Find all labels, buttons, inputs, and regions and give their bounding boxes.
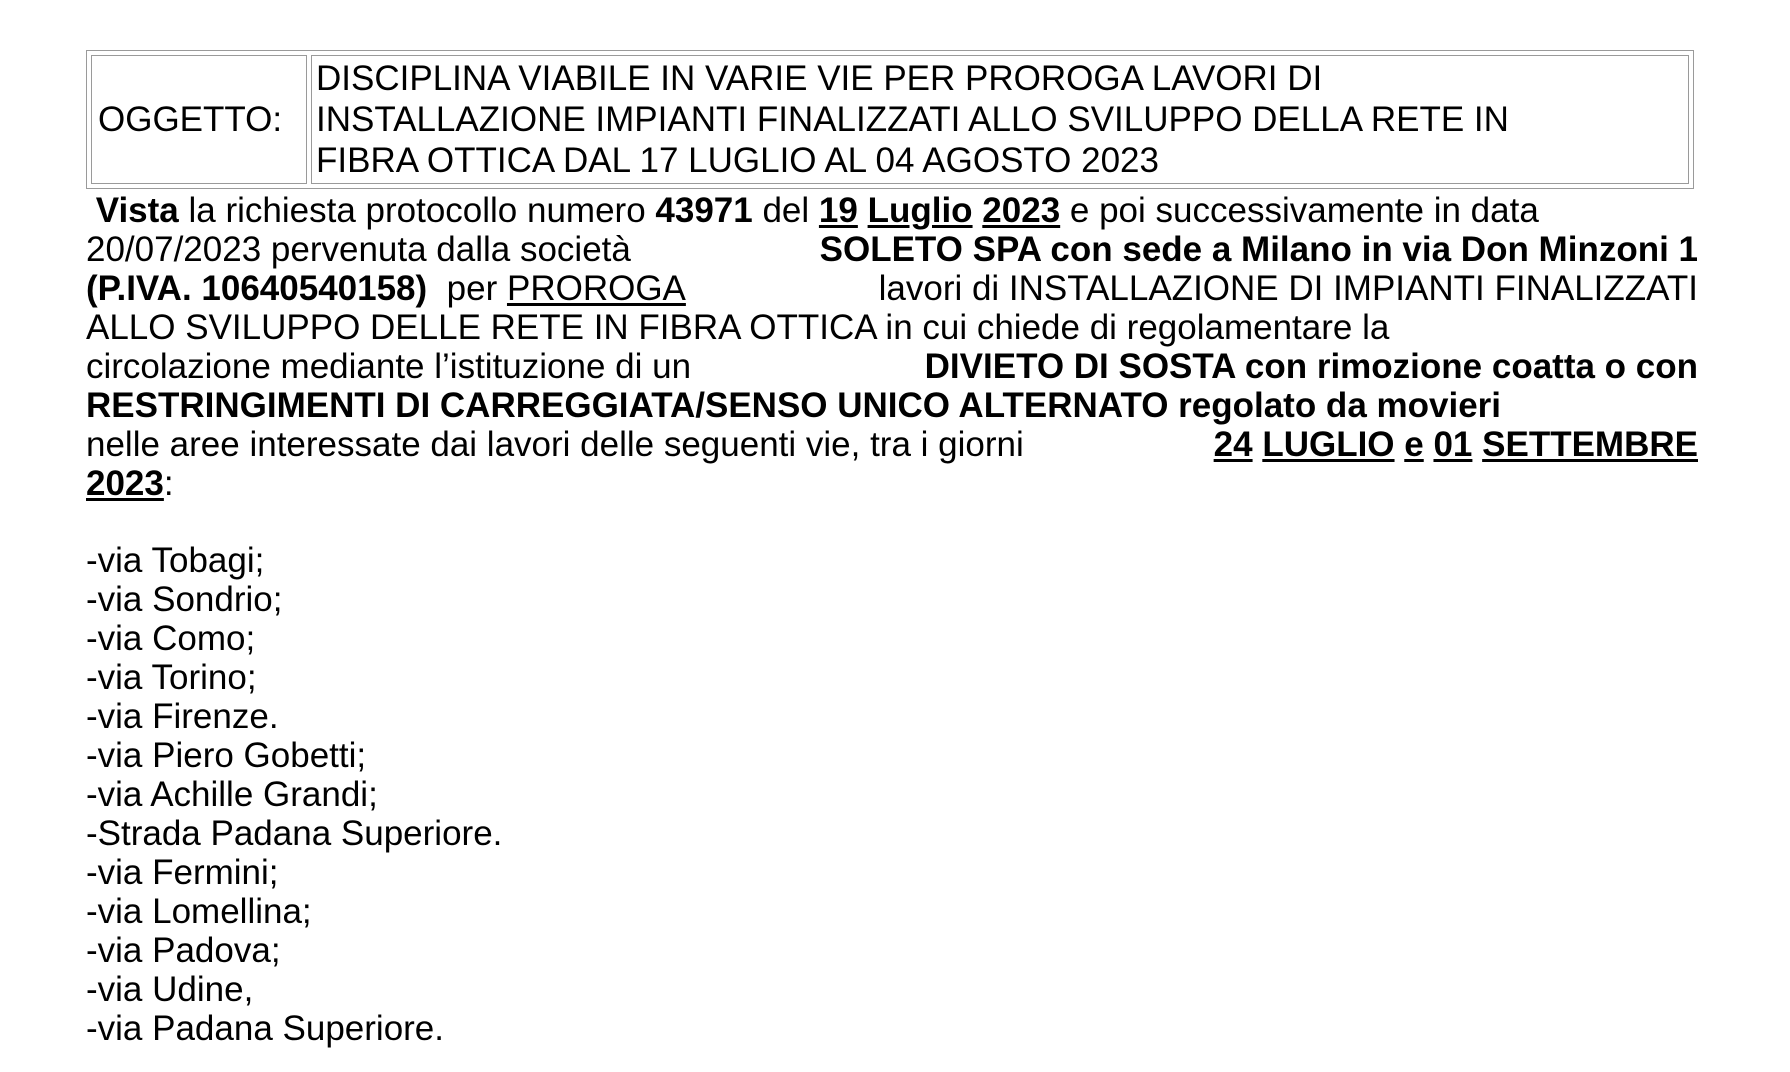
text-segment: ALLO SVILUPPO DELLE RETE IN FIBRA OTTICA in cui chiede di regolamentare la xyxy=(86,308,1390,347)
paragraph-line xyxy=(86,386,1698,425)
text-segment: 20/07/2023 pervenuta dalla società xyxy=(86,230,631,269)
street-item: -via Torino; xyxy=(86,658,257,697)
street-item: -via Padana Superiore. xyxy=(86,1009,444,1048)
paragraph-line xyxy=(86,230,1698,269)
paragraph-line xyxy=(86,425,1698,464)
company-name: SOLETO SPA con sede a Milano in via Don Minzoni 1 xyxy=(819,230,1698,269)
end-year: 2023 xyxy=(86,464,164,503)
restringimenti-text: RESTRINGIMENTI DI CARREGGIATA/SENSO UNICO ALTERNATO regolato da movieri xyxy=(86,386,1502,425)
subject-label: OGGETTO: xyxy=(91,55,307,184)
paragraph-line xyxy=(86,191,1698,230)
text-segment: del xyxy=(762,191,810,230)
street-item: -via Firenze. xyxy=(86,697,279,736)
text-segment: circolazione mediante l’istituzione di un xyxy=(86,347,692,386)
request-day: 19 xyxy=(818,191,858,230)
paragraph-line xyxy=(86,347,1698,386)
request-month: Luglio xyxy=(867,191,973,230)
text-segment: nelle aree interessate dai lavori delle seguenti vie, tra i giorni xyxy=(86,425,1024,464)
vista-word: Vista xyxy=(95,191,179,230)
street-list xyxy=(86,541,1698,1048)
paragraph-line xyxy=(86,464,1698,503)
end-day: 01 xyxy=(1433,425,1473,464)
street-item: -via Padova; xyxy=(86,931,281,970)
start-day: 24 xyxy=(1213,425,1253,464)
start-month: LUGLIO xyxy=(1262,425,1395,464)
vat-number: (P.IVA. 10640540158) xyxy=(86,269,428,308)
subject-line: DISCIPLINA VIABILE IN VARIE VIE PER PROROGA LAVORI DI xyxy=(316,59,1323,98)
street-item: -via Achille Grandi; xyxy=(86,775,378,814)
proroga-word: PROROGA xyxy=(506,269,686,308)
protocol-number: 43971 xyxy=(655,191,753,230)
text-segment: la richiesta protocollo numero xyxy=(188,191,646,230)
and-word: e xyxy=(1404,425,1424,464)
request-year: 2023 xyxy=(982,191,1061,230)
end-month: SETTEMBRE xyxy=(1482,425,1698,464)
street-item: -Strada Padana Superiore. xyxy=(86,814,503,853)
subject-line: FIBRA OTTICA DAL 17 LUGLIO AL 04 AGOSTO 2023 xyxy=(316,141,1159,180)
street-item: -via Lomellina; xyxy=(86,892,312,931)
paragraph-line xyxy=(86,308,1698,347)
text-segment: per xyxy=(446,269,498,308)
subject-line: INSTALLAZIONE IMPIANTI FINALIZZATI ALLO SVILUPPO DELLA RETE IN xyxy=(316,100,1509,139)
colon: : xyxy=(163,464,174,503)
subject-table xyxy=(86,50,1694,189)
street-item: -via Tobagi; xyxy=(86,541,265,580)
body-paragraph xyxy=(86,191,1698,503)
street-item: -via Como; xyxy=(86,619,256,658)
street-item: -via Fermini; xyxy=(86,853,279,892)
street-item: -via Sondrio; xyxy=(86,580,283,619)
text-segment: lavori di INSTALLAZIONE DI IMPIANTI FINALIZZATI xyxy=(878,269,1698,308)
divieto-text: DIVIETO DI SOSTA con rimozione coatta o con xyxy=(924,347,1698,386)
document-page xyxy=(86,50,1698,1048)
subject-text xyxy=(311,55,1689,184)
paragraph-line xyxy=(86,269,1698,308)
street-item: -via Piero Gobetti; xyxy=(86,736,367,775)
text-segment: e poi successivamente in data xyxy=(1069,191,1539,230)
street-item: -via Udine, xyxy=(86,970,254,1009)
